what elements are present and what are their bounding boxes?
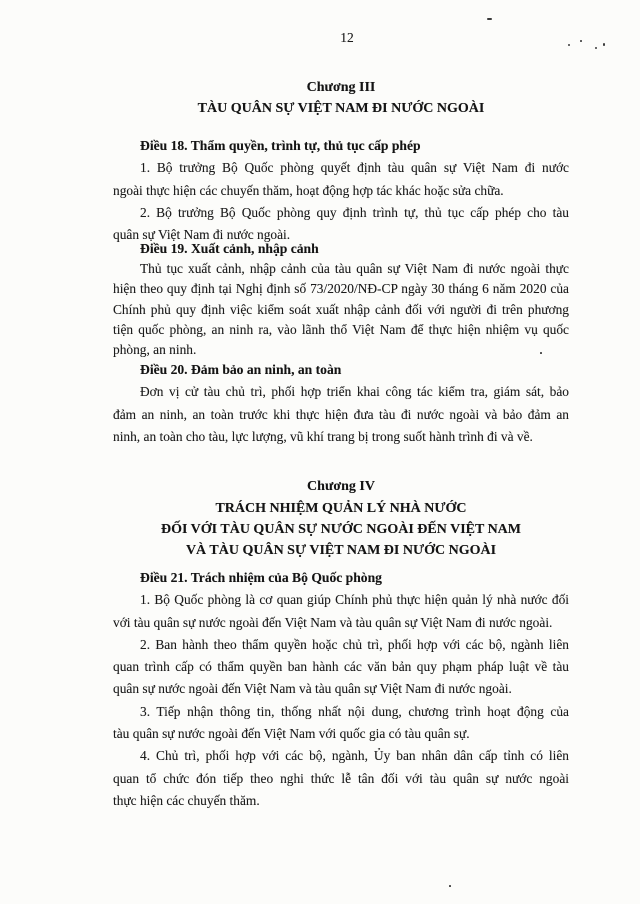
paragraph-line: 4. Chủ trì, phối hợp với các bộ, ngành, Ủy ban nhân dân cấp tỉnh có liên bbox=[140, 748, 569, 764]
chapter-4-heading bbox=[113, 476, 569, 561]
scan-speck bbox=[449, 885, 451, 887]
paragraph-line: 2. Bộ trưởng Bộ Quốc phòng quy định trình tự, thủ tục cấp phép cho tàu bbox=[140, 204, 569, 220]
paragraph-line: 3. Tiếp nhận thông tin, thống nhất nội dung, chương trình hoạt động của bbox=[140, 703, 569, 719]
paragraph-line: Đơn vị cử tàu chủ trì, phối hợp triển khai công tác kiểm tra, giám sát, bảo bbox=[140, 384, 569, 400]
chapter-label: Chương III bbox=[306, 79, 376, 95]
paragraph-line: đảm an ninh, an toàn trước khi thực hiện đưa tàu đi nước ngoài và bảo đảm an bbox=[113, 406, 569, 422]
chapter-3-heading bbox=[113, 77, 569, 119]
scan-speck bbox=[540, 352, 542, 354]
scan-speck bbox=[580, 40, 582, 42]
scan-speck bbox=[568, 44, 570, 46]
paragraph-line: quan tổ chức đón tiếp theo nghi thức lễ tân đối với tàu quân sự nước ngoài bbox=[113, 770, 569, 786]
paragraph-line: thực hiện các chuyến thăm. bbox=[113, 792, 260, 808]
chapter-label: Chương IV bbox=[307, 479, 375, 495]
chapter-title-line: TÀU QUÂN SỰ VIỆT NAM ĐI NƯỚC NGOÀI bbox=[197, 100, 485, 116]
paragraph-line: quan trình cấp có thẩm quyền ban hành các văn bản quy phạm pháp luật về tàu bbox=[113, 659, 569, 675]
chapter-title-line: VÀ TÀU QUÂN SỰ VIỆT NAM ĐI NƯỚC NGOÀI bbox=[185, 543, 497, 559]
paragraph-line: quân sự nước ngoài đến Việt Nam và tàu quân sự Việt Nam đi nước ngoài. bbox=[113, 681, 512, 697]
article-19 bbox=[113, 239, 569, 360]
article-21 bbox=[113, 567, 569, 812]
scan-speck bbox=[487, 18, 492, 20]
paragraph-line: phòng, an ninh. bbox=[113, 342, 197, 358]
paragraph-line: 1. Bộ trưởng Bộ Quốc phòng quyết định tàu quân sự Việt Nam đi nước bbox=[140, 160, 569, 176]
paragraph-line: tàu quân sự nước ngoài đến Việt Nam với quốc gia có tàu quân sự. bbox=[113, 726, 470, 742]
paragraph-line: ngoài thực hiện các chuyến thăm, hoạt động hợp tác khác hoặc sửa chữa. bbox=[113, 182, 504, 198]
paragraph-line: ninh, an toàn cho tàu, lực lượng, vũ khí trang bị trong suốt hành trình đi và về. bbox=[113, 428, 533, 444]
paragraph-line: quân sự Việt Nam đi nước ngoài. bbox=[113, 227, 291, 243]
article-heading: Điều 21. Trách nhiệm của Bộ Quốc phòng bbox=[140, 570, 382, 585]
paragraph-line: 1. Bộ Quốc phòng là cơ quan giúp Chính phủ thực hiện quản lý nhà nước đối bbox=[140, 592, 569, 608]
paragraph-line: với tàu quân sự nước ngoài đến Việt Nam và tàu quân sự Việt Nam đi nước ngoài. bbox=[113, 614, 553, 630]
article-heading: Điều 20. Đảm bảo an ninh, an toàn bbox=[140, 362, 342, 377]
paragraph-line: Chính phủ quy định việc kiểm soát xuất nhập cảnh đối với người đi trên phương bbox=[113, 301, 569, 317]
paragraph-line: tiện quốc phòng, an ninh ra, vào lãnh thổ Việt Nam để thực hiện nhiệm vụ quốc bbox=[113, 321, 569, 337]
page-number: 12 bbox=[340, 30, 354, 45]
article-heading: Điều 18. Thẩm quyền, trình tự, thủ tục cấp phép bbox=[140, 138, 421, 153]
scan-speck bbox=[603, 43, 605, 46]
paragraph-line: hiện theo quy định tại Nghị định số 73/2020/NĐ-CP ngày 30 tháng 6 năm 2020 của bbox=[113, 281, 569, 297]
scan-speck bbox=[595, 47, 597, 49]
chapter-title-line: ĐỐI VỚI TÀU QUÂN SỰ NƯỚC NGOÀI ĐẾN VIỆT NAM bbox=[160, 521, 522, 537]
paragraph-line: 2. Ban hành theo thẩm quyền hoặc chủ trì, phối hợp với các bộ, ngành liên bbox=[140, 636, 569, 652]
paragraph-line: Thủ tục xuất cảnh, nhập cảnh của tàu quân sự Việt Nam đi nước ngoài thực bbox=[140, 261, 569, 277]
article-heading: Điều 19. Xuất cảnh, nhập cảnh bbox=[140, 241, 319, 256]
article-20 bbox=[113, 359, 569, 448]
chapter-title-line: TRÁCH NHIỆM QUẢN LÝ NHÀ NƯỚC bbox=[215, 500, 467, 516]
article-18 bbox=[113, 135, 569, 246]
